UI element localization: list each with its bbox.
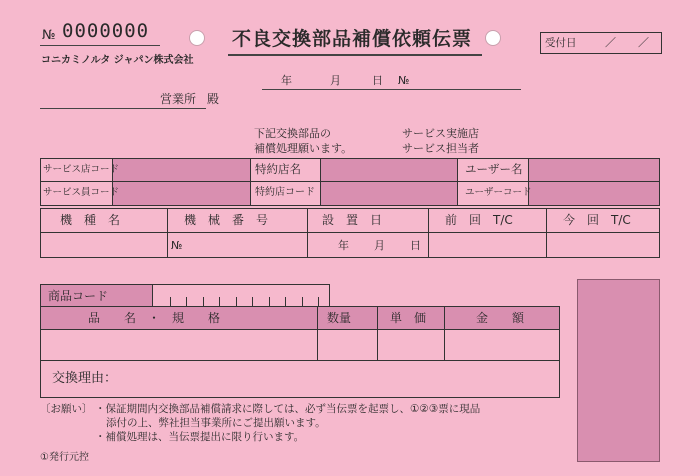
notes-lead: 〔お願い〕 (40, 403, 93, 415)
date-month: 月 (330, 74, 341, 87)
model-name-field[interactable] (41, 233, 167, 257)
notes-line-3: ・補償処理は、当伝票提出に限り行います。 (95, 431, 305, 443)
install-year: 年 (338, 239, 349, 252)
install-month: 月 (374, 239, 385, 252)
code-tick (302, 297, 303, 306)
product-code-label: 商品コード (48, 289, 109, 303)
office-underline (40, 108, 206, 109)
user-code-field[interactable] (529, 182, 659, 205)
dealer-name-label: 特約店名 (255, 162, 301, 176)
name-spec-header: 品 名 ・ 規 格 (88, 311, 221, 325)
service-store-code-label: サービス店コード (43, 164, 120, 175)
code-tick (186, 297, 187, 306)
date-underline (262, 89, 521, 90)
user-name-label: ユーザー名 (465, 162, 523, 176)
code-tick (219, 297, 220, 306)
quantity-header: 数量 (327, 311, 352, 325)
machine-col-1 (167, 208, 168, 258)
code-tick (170, 297, 171, 306)
received-date-label: 受付日 (545, 37, 577, 49)
request-line-1: 下記交換部品の (254, 127, 331, 140)
amount-header: 金 額 (476, 311, 525, 325)
date-no-mark: № (398, 74, 410, 87)
binder-hole-left (189, 30, 205, 46)
date-day: 日 (372, 74, 383, 87)
service-store-label: サービス実施店 (402, 127, 479, 140)
service-person-label: サービス担当者 (402, 142, 479, 155)
code-tick (285, 297, 286, 306)
grid-col-5 (528, 158, 529, 206)
reason-label: 交換理由： (52, 371, 118, 386)
serial-number: 0000000 (62, 20, 150, 42)
curr-tc-header: 今 回 T/C (563, 213, 631, 227)
amount-field[interactable] (445, 330, 559, 360)
code-tick (252, 297, 253, 306)
prev-tc-field[interactable] (429, 233, 545, 257)
install-day: 日 (410, 239, 421, 252)
grid-col-2 (250, 158, 251, 206)
model-name-header: 機 種 名 (60, 213, 121, 227)
serial-no-header: 機 械 番 号 (184, 213, 269, 227)
machine-col-2 (307, 208, 308, 258)
title-underline (228, 54, 482, 56)
office-label: 営業所 (160, 92, 197, 106)
serial-no-mark: № (42, 28, 56, 43)
dealer-code-label: 特約店コード (255, 187, 315, 198)
copy-label: ①発行元控 (40, 452, 89, 463)
code-tick (203, 297, 204, 306)
stamp-panel (577, 279, 660, 462)
received-date-separators: ／ ／ (605, 36, 649, 49)
reason-field[interactable] (130, 362, 558, 396)
user-code-label: ユーザーコード (465, 187, 532, 198)
unit-price-field[interactable] (378, 330, 444, 360)
curr-tc-field[interactable] (547, 233, 659, 257)
name-spec-field[interactable] (41, 330, 317, 360)
code-tick (318, 297, 319, 306)
service-staff-code-label: サービス員コード (43, 187, 120, 198)
service-store-code-field[interactable] (113, 159, 250, 181)
office-honorific: 殿 (207, 92, 220, 106)
unit-price-header: 単 価 (390, 311, 427, 325)
code-tick (236, 297, 237, 306)
code-tick (269, 297, 270, 306)
install-date-header: 設 置 日 (322, 213, 383, 227)
notes-line-2: 添付の上、弊社担当事業所にご提出願います。 (106, 417, 326, 429)
company-name: コニカミノルタ ジャパン株式会社 (41, 55, 194, 66)
user-name-field[interactable] (529, 159, 659, 181)
dealer-code-field[interactable] (321, 182, 457, 205)
grid-col-4 (457, 158, 458, 206)
machine-no-mark: № (171, 239, 183, 252)
quantity-field[interactable] (318, 330, 377, 360)
dealer-name-field[interactable] (321, 159, 457, 181)
date-year: 年 (281, 74, 292, 87)
prev-tc-header: 前 回 T/C (445, 213, 513, 227)
serial-no-field[interactable] (185, 233, 306, 257)
notes-line-1: ・保証期間内交換部品補償請求に際しては、必ず当伝票を起票し、①②③票に現品 (95, 403, 481, 415)
service-staff-code-field[interactable] (113, 182, 250, 205)
parts-reason-divider (40, 360, 560, 361)
form-title: 不良交換部品補償依頼伝票 (232, 28, 473, 50)
grid-col-3 (320, 158, 321, 206)
grid-row-divider (40, 181, 660, 182)
binder-hole-right (485, 30, 501, 46)
request-line-2: 補償処理願います。 (254, 142, 353, 155)
serial-underline (40, 45, 160, 46)
